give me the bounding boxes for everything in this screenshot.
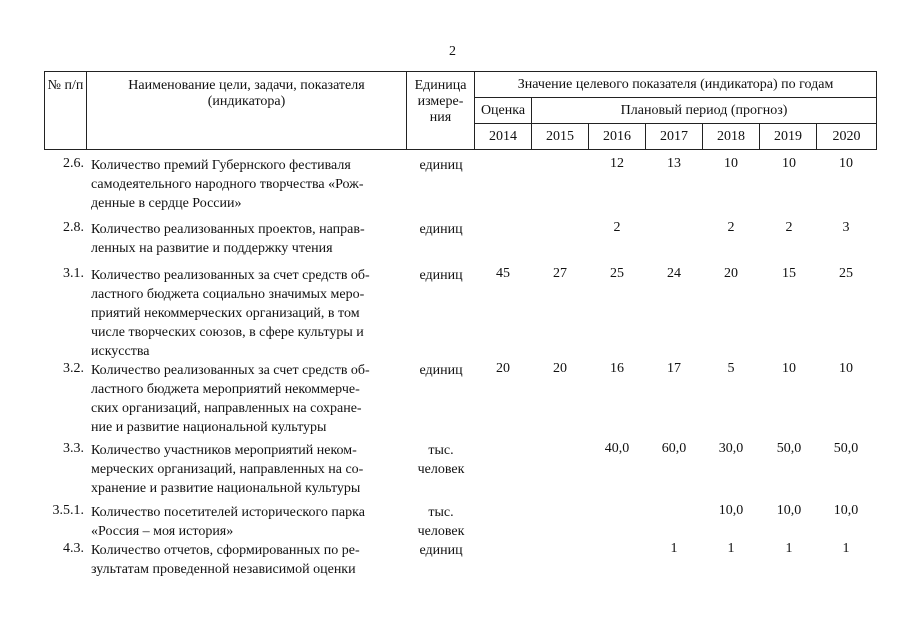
value-2017: 13: [667, 156, 681, 171]
value-2019: 10: [782, 361, 796, 376]
indicator-name-line: Количество участников мероприятий неком-: [91, 443, 357, 458]
row-number: 3.1.: [63, 266, 84, 281]
indicator-name: [91, 156, 401, 213]
value-2017: 17: [667, 361, 681, 376]
header-plan: Плановый период (прогноз): [532, 98, 877, 124]
indicator-name-line: Количество реализованных проектов, направ-: [91, 222, 365, 237]
value-2017: 1: [670, 541, 678, 556]
unit-line: человек: [417, 462, 465, 477]
indicator-name-line: числе творческих союзов, в сфере культуры и: [91, 325, 364, 340]
indicator-name-line: ленных на развитие и поддержку чтения: [91, 241, 333, 256]
value-2016: 40,0: [604, 441, 630, 456]
unit-line: единиц: [419, 158, 463, 173]
indicator-name-line: ние и развитие национальной культуры: [91, 420, 327, 435]
value-2016: 12: [610, 156, 624, 171]
indicator-name-line: Количество премий Губернского фестиваля: [91, 158, 351, 173]
indicator-name-line: ластного бюджета социально значимых меро-: [91, 287, 365, 302]
indicator-name: [91, 541, 401, 579]
value-2020: 50,0: [833, 441, 859, 456]
value-2016: 2: [613, 220, 621, 235]
value-2019: 10,0: [776, 503, 802, 518]
row-number: 2.8.: [63, 220, 84, 235]
value-2020: 25: [839, 266, 853, 281]
unit-line: единиц: [419, 268, 463, 283]
value-2019: 2: [785, 220, 793, 235]
year-2020: 2020: [817, 124, 877, 150]
indicator-name: [91, 503, 401, 541]
year-2016: 2016: [589, 124, 646, 150]
value-2018: 20: [724, 266, 738, 281]
indicator-name: [91, 220, 401, 258]
indicator-name-line: самодеятельного народного творчества «Рож-: [91, 177, 364, 192]
unit-line: единиц: [419, 543, 463, 558]
value-2020: 10,0: [833, 503, 859, 518]
header-name: Наименование цели, задачи, показателя (индикатора): [87, 72, 407, 150]
row-number: 3.2.: [63, 361, 84, 376]
unit-line: тыс.: [428, 505, 454, 520]
value-2018: 5: [727, 361, 735, 376]
value-2014: 45: [496, 266, 510, 281]
indicator-name-line: Количество реализованных за счет средств об-: [91, 268, 370, 283]
year-2014: 2014: [475, 124, 532, 150]
value-2016: 16: [610, 361, 624, 376]
header-unit: Единица измере- ния: [407, 72, 475, 150]
row-number: 3.5.1.: [52, 503, 84, 518]
value-2020: 3: [842, 220, 850, 235]
value-2017: 24: [667, 266, 681, 281]
unit: [407, 541, 475, 560]
header-num: № п/п: [45, 72, 87, 150]
indicator-name-line: приятий некоммерческих организаций, в том: [91, 306, 360, 321]
value-2018: 1: [727, 541, 735, 556]
indicator-name: [91, 266, 401, 361]
indicator-name-line: Количество отчетов, сформированных по ре-: [91, 543, 360, 558]
year-2017: 2017: [646, 124, 703, 150]
unit-line: единиц: [419, 222, 463, 237]
unit: [407, 503, 475, 541]
value-2018: 10,0: [718, 503, 744, 518]
row-number: 4.3.: [63, 541, 84, 556]
indicator-name-line: денные в сердце России»: [91, 196, 242, 211]
unit: [407, 441, 475, 479]
value-2016: 25: [610, 266, 624, 281]
unit: [407, 361, 475, 380]
value-2020: 10: [839, 361, 853, 376]
header-estimate: Оценка: [475, 98, 532, 124]
indicator-name-line: ских организаций, направленных на сохране-: [91, 401, 362, 416]
indicator-name: [91, 361, 401, 437]
value-2014: 20: [496, 361, 510, 376]
indicator-name-line: хранение и развитие национальной культуры: [91, 481, 361, 496]
year-2015: 2015: [532, 124, 589, 150]
indicator-name-line: зультатам проведенной независимой оценки: [91, 562, 356, 577]
value-2020: 10: [839, 156, 853, 171]
value-2017: 60,0: [661, 441, 687, 456]
indicator-name-line: мерческих организаций, направленных на со-: [91, 462, 364, 477]
value-2015: 20: [553, 361, 567, 376]
unit: [407, 266, 475, 285]
row-number: 3.3.: [63, 441, 84, 456]
value-2019: 15: [782, 266, 796, 281]
indicator-name-line: Количество реализованных за счет средств об-: [91, 363, 370, 378]
value-2019: 10: [782, 156, 796, 171]
year-2019: 2019: [760, 124, 817, 150]
value-2019: 50,0: [776, 441, 802, 456]
header-values: Значение целевого показателя (индикатора) по годам: [475, 72, 877, 98]
unit-line: человек: [417, 524, 465, 539]
value-2018: 2: [727, 220, 735, 235]
indicator-name-line: Количество посетителей исторического парка: [91, 505, 365, 520]
indicator-name: [91, 441, 401, 498]
value-2018: 10: [724, 156, 738, 171]
indicator-name-line: искусства: [91, 344, 150, 359]
year-2018: 2018: [703, 124, 760, 150]
table-header: [44, 71, 877, 150]
value-2018: 30,0: [718, 441, 744, 456]
unit: [407, 220, 475, 239]
value-2015: 27: [553, 266, 567, 281]
value-2019: 1: [785, 541, 793, 556]
value-2020: 1: [842, 541, 850, 556]
indicator-name-line: «Россия – моя история»: [91, 524, 234, 539]
indicator-name-line: ластного бюджета мероприятий некоммерче-: [91, 382, 360, 397]
unit: [407, 156, 475, 175]
unit-line: тыс.: [428, 443, 454, 458]
unit-line: единиц: [419, 363, 463, 378]
page-number: 2: [449, 44, 456, 59]
row-number: 2.6.: [63, 156, 84, 171]
